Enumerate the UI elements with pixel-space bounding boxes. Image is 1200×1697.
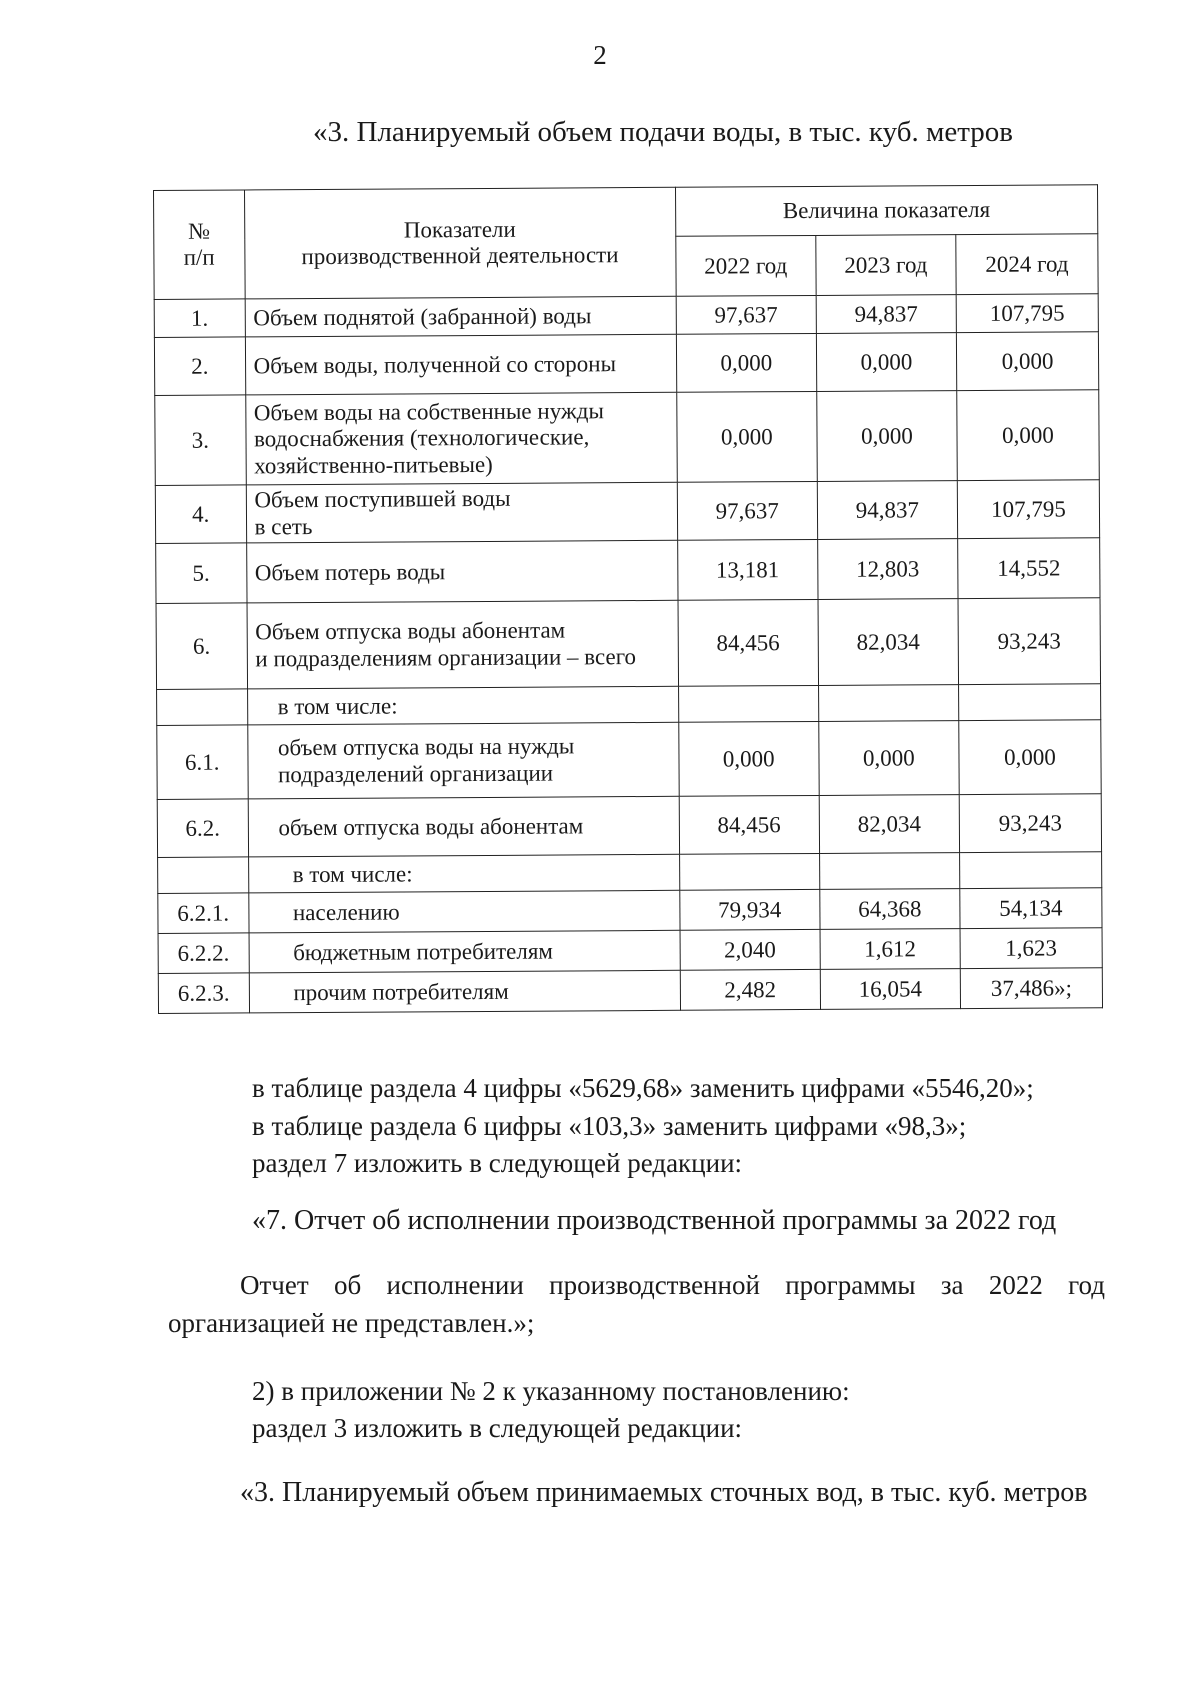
table-row: [156, 538, 1100, 604]
row-label: Объем потерь воды: [246, 540, 678, 603]
value-2024: 0,000: [959, 720, 1101, 795]
table-row: [155, 480, 1099, 544]
value-2024: 37,486»;: [960, 968, 1102, 1009]
value-2022: 0,000: [676, 333, 816, 392]
row-number: 6.2.: [157, 799, 248, 858]
value-2024: 107,795: [956, 294, 1098, 333]
value-2023: 94,837: [816, 295, 956, 334]
row-number: 1.: [154, 299, 245, 338]
row-number: 3.: [155, 395, 246, 486]
value-2022: 97,637: [676, 295, 816, 334]
row-label: объем отпуска воды на нужды подразделений организации: [247, 722, 679, 799]
value-2024: 0,000: [956, 332, 1098, 391]
value-2024: [959, 684, 1101, 721]
value-2022: 0,000: [678, 721, 819, 796]
row-number: 6.1.: [157, 725, 248, 800]
value-2023: 0,000: [819, 721, 960, 796]
table-row: [157, 720, 1101, 800]
table-header-row: [154, 185, 1098, 240]
value-2023: 94,837: [817, 481, 957, 540]
table-row: [154, 294, 1098, 338]
row-number: 6.2.2.: [158, 933, 249, 974]
col-header-year-2023: 2023 год: [816, 235, 957, 296]
value-2024: 107,795: [957, 480, 1099, 539]
value-2022: [678, 685, 818, 722]
report-section-title: «7. Отчет об исполнении производственной программы за 2022 год: [252, 1205, 1057, 1236]
table-row: [157, 684, 1101, 726]
value-2022: 0,000: [676, 391, 817, 482]
value-2024: [960, 852, 1102, 889]
col-header-number: № п/п: [154, 190, 245, 300]
table-row: [158, 852, 1102, 894]
value-2023: 0,000: [817, 391, 958, 482]
next-section-title: «3. Планируемый объем принимаемых сточных вод, в тыс. куб. метров: [240, 1477, 1088, 1508]
table-row: [157, 794, 1101, 858]
amendment-line-1: в таблице раздела 4 цифры «5629,68» заменить цифрами «5546,20»;: [252, 1073, 1034, 1103]
col-header-year-2024: 2024 год: [956, 234, 1098, 295]
row-number: 2.: [154, 337, 245, 396]
value-2023: 82,034: [818, 599, 959, 686]
value-2022: 97,637: [677, 481, 817, 540]
page-number: 2: [593, 40, 607, 70]
value-2024: 0,000: [957, 390, 1100, 481]
row-number: [157, 689, 248, 726]
row-label: объем отпуска воды абонентам: [248, 796, 680, 857]
value-2023: [819, 853, 959, 890]
row-number: 6.2.1.: [158, 893, 249, 934]
value-2022: 84,456: [679, 795, 819, 854]
section-title: «3. Планируемый объем подачи воды, в тыс. куб. метров: [313, 116, 1013, 148]
table-row: [154, 332, 1098, 396]
value-2022: 84,456: [678, 599, 819, 686]
value-2024: 93,243: [958, 598, 1101, 685]
row-number: 4.: [155, 485, 246, 544]
row-label: населению: [248, 890, 679, 933]
row-label: бюджетным потребителям: [249, 930, 680, 973]
value-2023: 16,054: [820, 969, 960, 1010]
value-2023: 82,034: [819, 795, 959, 854]
row-number: 6.2.3.: [158, 973, 249, 1014]
value-2022: 2,040: [680, 929, 820, 970]
table-row: [156, 598, 1101, 690]
col-header-year-2022: 2022 год: [675, 235, 816, 296]
table-row: [155, 390, 1100, 486]
col-header-values: Величина показателя: [675, 185, 1098, 237]
table-row: [158, 968, 1102, 1014]
amendment-line-2: в таблице раздела 6 цифры «103,3» заменить цифрами «98,3»;: [252, 1111, 967, 1141]
item-2-line-2: раздел 3 изложить в следующей редакции:: [252, 1413, 743, 1443]
row-label: Объем отпуска воды абонентам и подразделениям организации – всего: [247, 600, 679, 689]
row-label: Объем поднятой (забранной) воды: [245, 296, 676, 337]
value-2022: [679, 853, 819, 890]
report-paragraph-line-2: организацией не представлен.»;: [168, 1308, 535, 1338]
report-paragraph-line-1: Отчет об исполнении производственной программы за 2022 год: [240, 1270, 1105, 1300]
item-2-line-1: 2) в приложении № 2 к указанному постановлению:: [252, 1376, 850, 1406]
row-label: прочим потребителям: [249, 970, 680, 1013]
row-label: Объем воды на собственные нужды водоснабжения (технологические, хозяйственно-питьевые): [245, 392, 677, 485]
amendment-line-3: раздел 7 изложить в следующей редакции:: [252, 1148, 743, 1178]
value-2024: 1,623: [960, 928, 1102, 969]
row-number: 5.: [156, 543, 247, 604]
value-2024: 54,134: [960, 888, 1102, 929]
value-2022: 2,482: [680, 969, 820, 1010]
row-label: в том числе:: [247, 686, 678, 725]
row-number: 6.: [156, 603, 247, 690]
row-label: Объем воды, полученной со стороны: [245, 334, 677, 395]
value-2022: 13,181: [677, 539, 818, 600]
row-label: Объем поступившей воды в сеть: [246, 482, 678, 543]
value-2023: 1,612: [820, 929, 960, 970]
col-header-indicator: Показатели производственной деятельности: [244, 187, 676, 299]
row-label: в том числе:: [248, 854, 679, 893]
table-row: [158, 928, 1102, 974]
water-supply-table: [153, 184, 1103, 1014]
value-2024: 93,243: [959, 794, 1101, 853]
value-2023: [818, 685, 958, 722]
value-2023: 64,368: [820, 889, 960, 930]
value-2022: 79,934: [679, 889, 819, 930]
row-number: [158, 857, 249, 894]
value-2023: 12,803: [817, 539, 958, 600]
value-2023: 0,000: [816, 333, 956, 392]
value-2024: 14,552: [958, 538, 1100, 599]
table-row: [158, 888, 1102, 934]
